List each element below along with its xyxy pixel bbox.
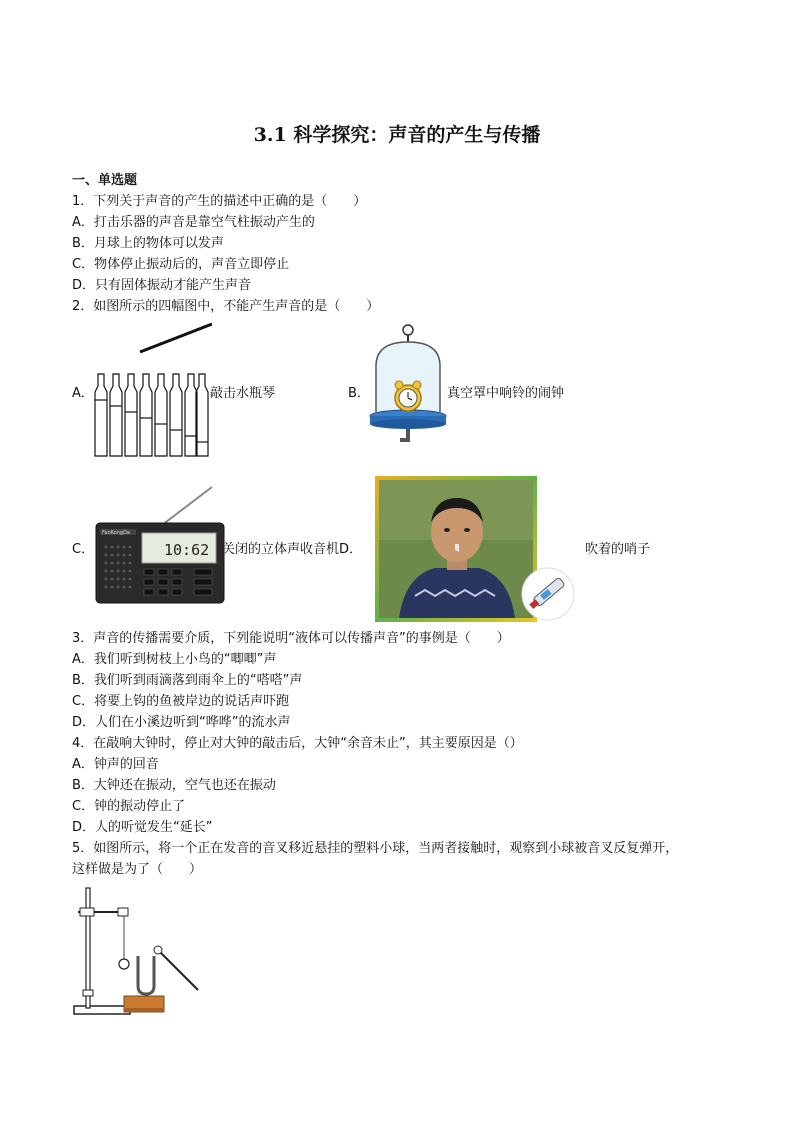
q4-stem: 4．在敲响大钟时，停止对大钟的敲击后，大钟“余音未止”，其主要原因是（） bbox=[72, 736, 523, 751]
q4-option-a: A．钟声的回音 bbox=[72, 757, 159, 772]
q1-option-a: A．打击乐器的声音是靠空气柱振动产生的 bbox=[72, 215, 315, 230]
q4-option-b: B．大钟还在振动，空气也还在振动 bbox=[72, 778, 276, 793]
q2-option-b-letter: B． bbox=[348, 386, 370, 401]
q3-option-b: B．我们听到雨滴落到雨伞上的“嗒嗒”声 bbox=[72, 673, 303, 688]
q4-option-c: C．钟的振动停止了 bbox=[72, 799, 186, 814]
q2-option-d-caption: 吹着的哨子 bbox=[585, 542, 651, 557]
water-bottle-xylophone-figure bbox=[92, 320, 212, 460]
q2-option-b-caption: 真空罩中响铃的闹钟 bbox=[447, 386, 565, 401]
q2-option-c-letter: C． bbox=[72, 542, 95, 557]
q1-stem: 1．下列关于声音的产生的描述中正确的是（ ） bbox=[72, 194, 367, 209]
q5-stem-line2: 这样做是为了（ ） bbox=[72, 862, 203, 877]
q3-option-c: C．将要上钩的鱼被岸边的说话声吓跑 bbox=[72, 694, 290, 709]
q1-option-d: D．只有固体振动才能产生声音 bbox=[72, 278, 252, 293]
boy-blowing-whistle-photo bbox=[375, 476, 575, 624]
q3-stem: 3．声音的传播需要介质，下列能说明“液体可以传播声音”的事例是（ ） bbox=[72, 631, 510, 646]
bell-jar-alarm-clock-figure bbox=[368, 322, 448, 452]
q1-option-c: C．物体停止振动后的，声音立即停止 bbox=[72, 257, 290, 272]
radio-display-text: 10:62 bbox=[164, 541, 210, 559]
q2-option-a-letter: A． bbox=[72, 386, 94, 401]
q5-stem-line1: 5．如图所示，将一个正在发音的音叉移近悬挂的塑料小球，当两者接触时，观察到小球被音叉反复弹开， bbox=[72, 841, 679, 856]
radio-brand-text: FanKongDa bbox=[102, 530, 130, 536]
section-heading: 一、单选题 bbox=[72, 173, 138, 188]
q2-option-a-caption: 敲击水瓶琴 bbox=[210, 386, 276, 401]
tuning-fork-ball-apparatus-figure bbox=[72, 884, 207, 1019]
q3-option-a: A．我们听到树枝上小鸟的“唧唧”声 bbox=[72, 652, 277, 667]
q2-stem: 2．如图所示的四幅图中，不能产生声音的是（ ） bbox=[72, 299, 380, 314]
page-title: 3.1 科学探究：声音的产生与传播 bbox=[253, 124, 541, 146]
q1-option-b: B．月球上的物体可以发声 bbox=[72, 236, 224, 251]
q2-option-c-caption: 关闭的立体声收音机D． bbox=[222, 542, 363, 557]
radio-figure bbox=[94, 483, 229, 605]
q3-option-d: D．人们在小溪边听到“哗哗”的流水声 bbox=[72, 715, 291, 730]
q4-option-d: D．人的听觉发生“延长” bbox=[72, 820, 213, 835]
